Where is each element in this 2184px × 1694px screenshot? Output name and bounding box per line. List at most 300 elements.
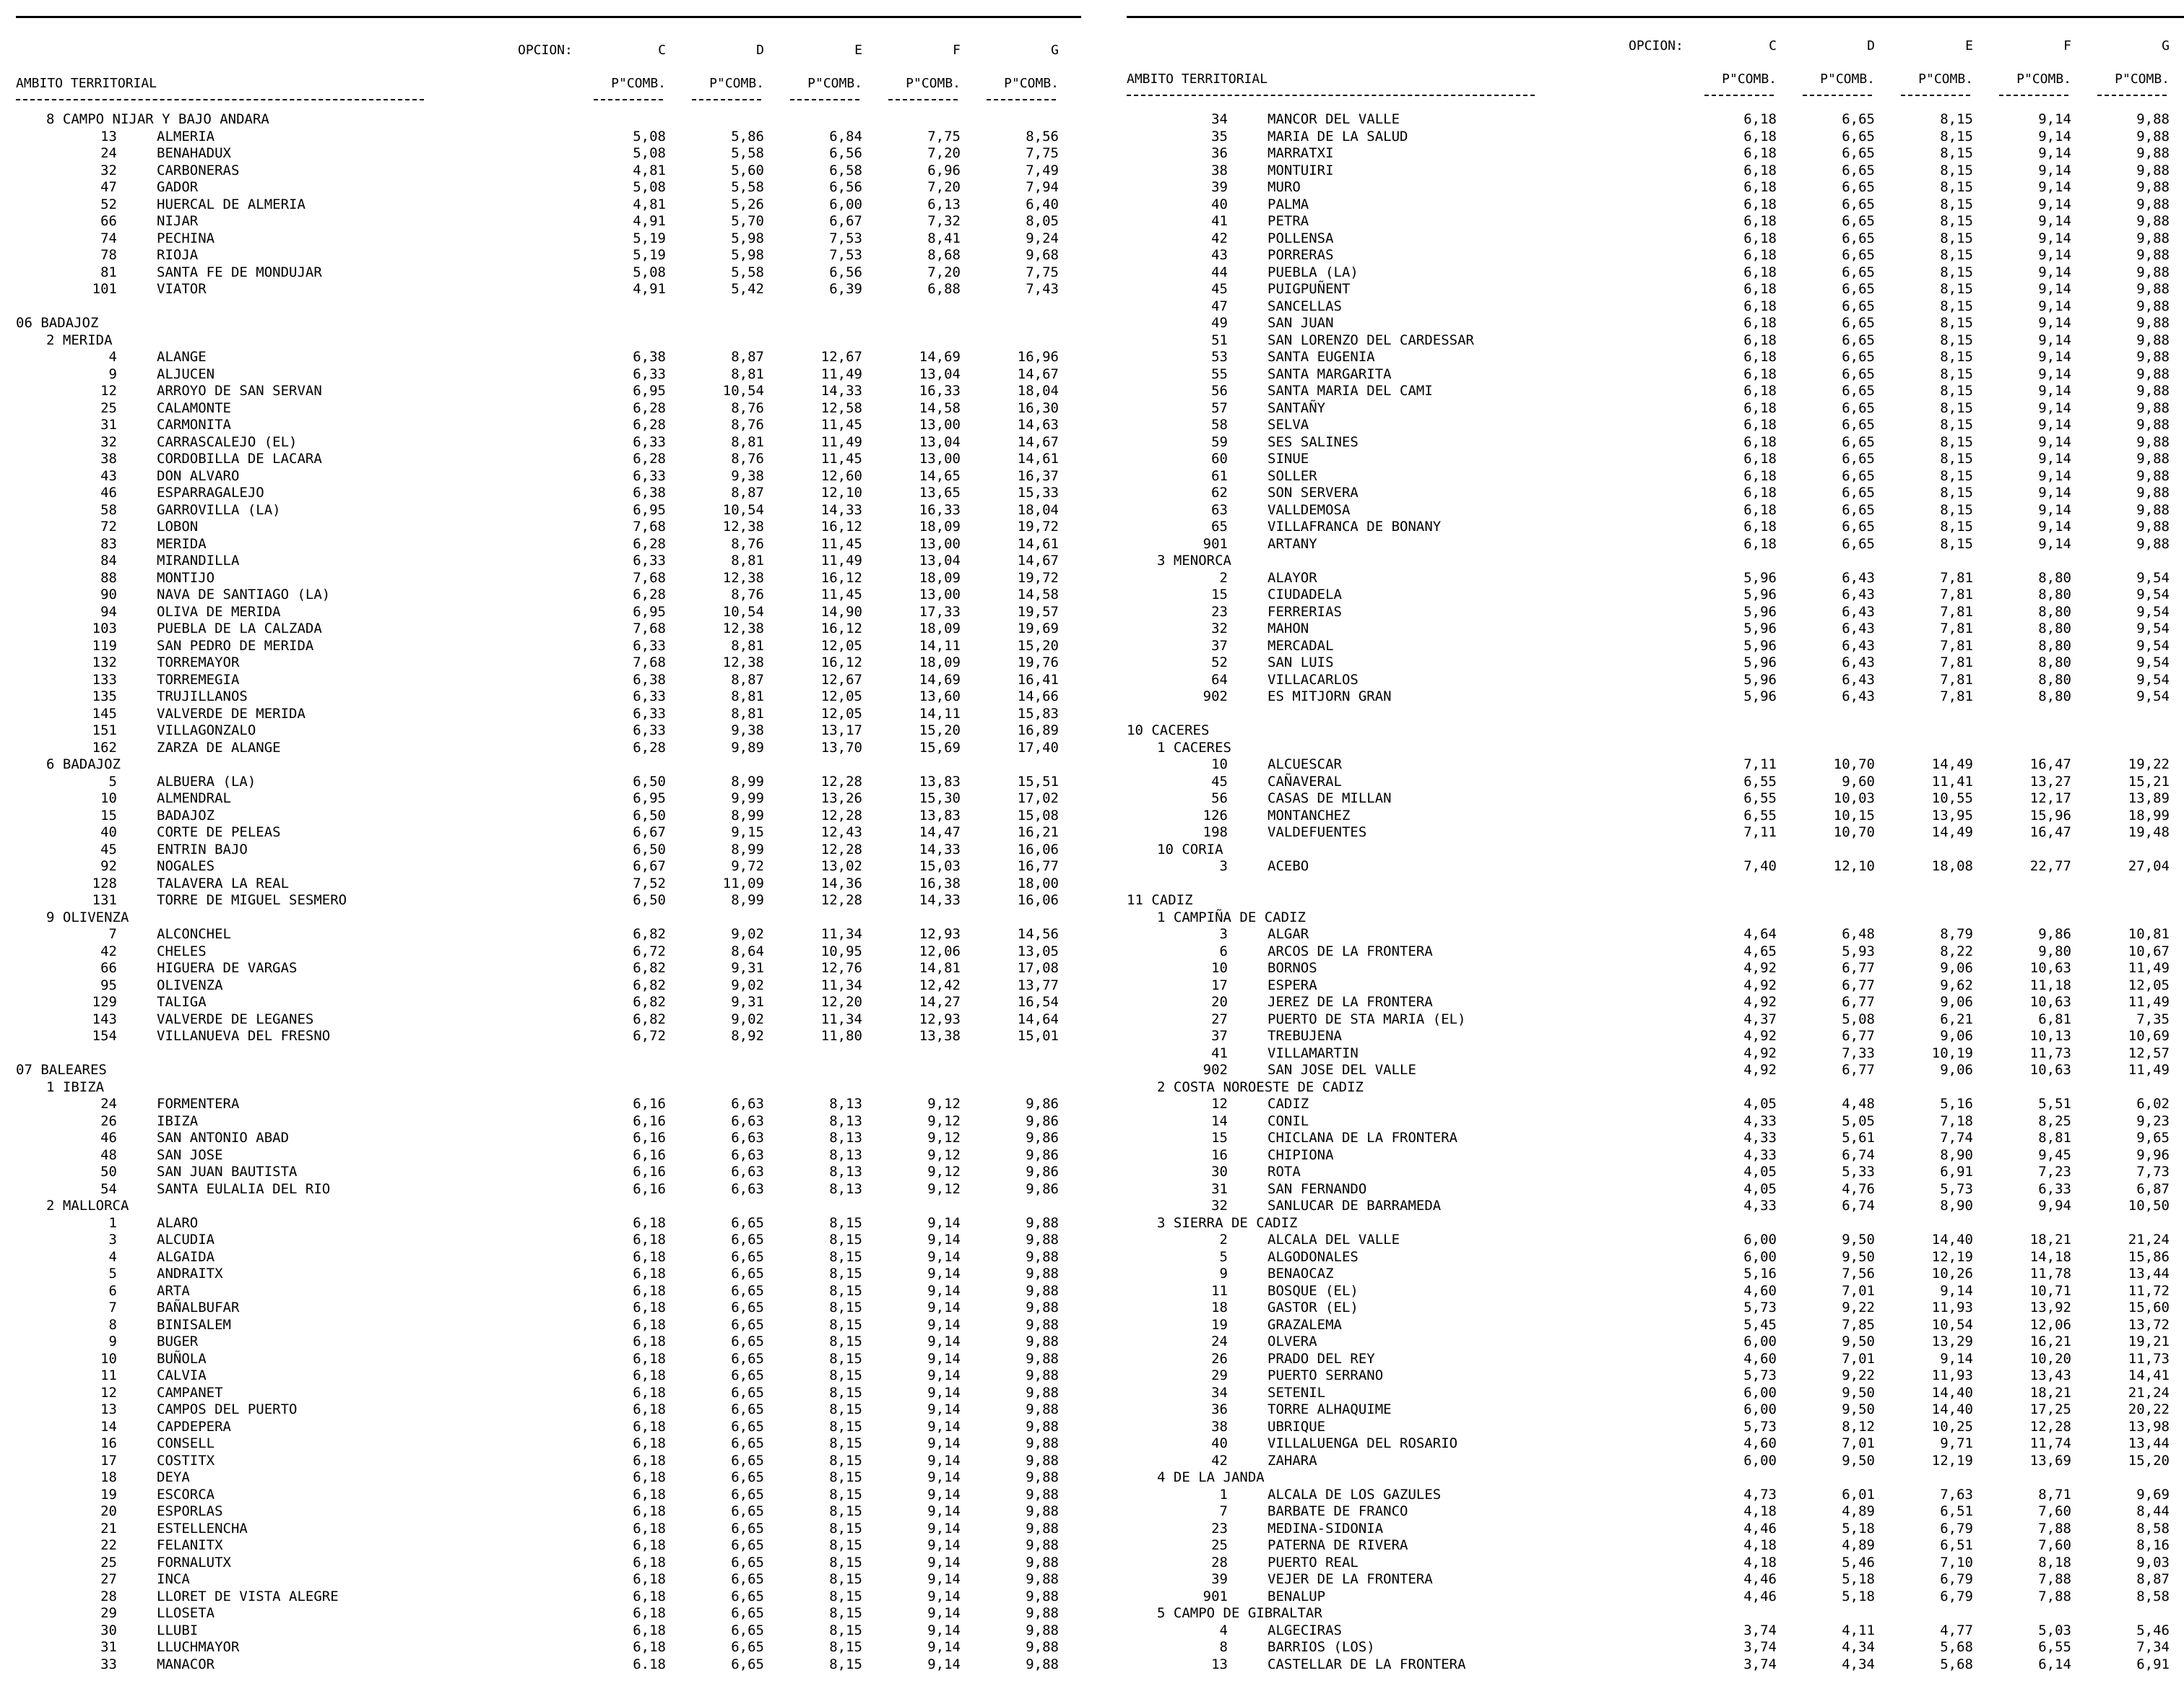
value-option-e: 8,15: [829, 1418, 862, 1435]
value-option-c: 6,00: [1743, 1334, 1777, 1349]
value-option-f: 13,38: [919, 1028, 961, 1044]
value-option-d: 5,61: [1842, 1130, 1875, 1146]
municipality-name: SAN ANTONIO ABAD: [157, 1130, 290, 1146]
value-option-d: 6,65: [731, 1503, 764, 1519]
value-option-g: 9,88: [2136, 145, 2170, 161]
municipality-name: BINISALEM: [157, 1316, 231, 1333]
municipality-code: 10: [1211, 960, 1228, 976]
value-option-e: 7,53: [829, 230, 862, 246]
table-row: [16, 672, 1081, 689]
value-option-f: 14,69: [919, 671, 961, 688]
value-option-d: 9,72: [731, 858, 764, 874]
table-row: [16, 604, 1081, 621]
municipality-code: 4: [1219, 1622, 1228, 1638]
value-option-d: 6,77: [1842, 994, 1875, 1010]
value-option-g: 14,61: [1017, 451, 1059, 467]
value-option-c: 4,73: [1743, 1486, 1777, 1503]
value-option-d: 6,65: [731, 1520, 764, 1537]
value-option-g: 9,88: [2136, 128, 2170, 144]
province-heading: [16, 315, 1081, 332]
value-option-g: 19,22: [2128, 756, 2170, 772]
comarca-label: 3 SIERRA DE CADIZ: [1157, 1214, 1298, 1231]
value-option-g: 9,88: [1026, 1384, 1059, 1401]
municipality-name: CORTE DE PELEAS: [157, 824, 281, 840]
municipality-code: 42: [1211, 1452, 1228, 1469]
value-option-g: 19,72: [1017, 569, 1059, 586]
value-option-d: 6,63: [731, 1146, 764, 1163]
value-option-c: 6,18: [633, 1214, 666, 1231]
table-row: [16, 366, 1081, 384]
pcomb-label: P"COMB.: [709, 76, 764, 91]
value-option-d: 6,65: [731, 1588, 764, 1604]
municipality-code: 29: [100, 1605, 117, 1621]
table-row: [16, 468, 1081, 485]
value-option-c: 5,96: [1743, 637, 1777, 654]
value-option-e: 8,15: [829, 1367, 862, 1383]
value-option-d: 8,99: [731, 892, 764, 908]
value-option-f: 18,09: [919, 569, 961, 586]
header-underline: [594, 99, 663, 100]
value-option-c: 6,82: [633, 977, 666, 993]
table-row: [16, 926, 1081, 943]
value-option-c: 6,72: [633, 943, 666, 959]
value-option-g: 11,72: [2128, 1282, 2170, 1299]
value-option-f: 9,14: [927, 1282, 961, 1299]
table-row: [1127, 1385, 2184, 1402]
value-option-f: 9,14: [927, 1401, 961, 1417]
municipality-code: 12: [100, 1384, 117, 1401]
province-heading: [16, 1062, 1081, 1079]
value-option-g: 9,96: [2136, 1146, 2170, 1163]
municipality-code: 13: [100, 128, 117, 144]
value-option-d: 12,10: [1833, 858, 1875, 874]
value-option-d: 8,99: [731, 841, 764, 857]
value-option-e: 6,51: [1940, 1503, 1973, 1519]
table-row: [1127, 1096, 2184, 1113]
value-option-g: 9,54: [2136, 637, 2170, 654]
municipality-name: VILLAFRANCA DE BONANY: [1268, 519, 1442, 535]
header-underline: [692, 99, 761, 100]
value-option-e: 8,15: [1940, 433, 1973, 450]
value-option-e: 7,81: [1940, 637, 1973, 654]
municipality-name: SOLLER: [1268, 467, 1317, 484]
blank-row: [1127, 706, 2184, 723]
value-option-c: 5,08: [633, 145, 666, 161]
value-option-d: 5,98: [731, 230, 764, 246]
value-option-c: 6,18: [633, 1622, 666, 1638]
value-option-f: 13,00: [919, 587, 961, 602]
municipality-name: SON SERVERA: [1268, 485, 1358, 501]
value-option-g: 8,16: [2136, 1537, 2170, 1553]
municipality-name: PRADO DEL REY: [1268, 1350, 1375, 1367]
value-option-g: 7,49: [1026, 162, 1059, 178]
value-option-c: 4,05: [1743, 1180, 1777, 1197]
value-option-f: 5,03: [2038, 1622, 2071, 1638]
municipality-name: ENTRIN BAJO: [157, 841, 248, 857]
value-option-f: 9,14: [927, 1639, 961, 1655]
municipality-code: 90: [100, 587, 117, 602]
municipality-code: 39: [1211, 1571, 1228, 1587]
value-option-f: 8,80: [2038, 688, 2071, 704]
value-option-d: 12,38: [722, 621, 764, 636]
value-option-c: 4,37: [1743, 1011, 1777, 1027]
value-option-c: 6,18: [633, 1300, 666, 1315]
value-option-f: 9,14: [2038, 535, 2071, 552]
value-option-c: 6,67: [633, 858, 666, 874]
value-option-g: 9,88: [2136, 433, 2170, 450]
value-option-f: 9,86: [2038, 926, 2071, 942]
value-option-f: 18,09: [919, 519, 961, 535]
value-option-g: 18,99: [2128, 807, 2170, 824]
value-option-f: 9,12: [927, 1164, 961, 1180]
municipality-name: GASTOR (EL): [1268, 1300, 1358, 1315]
municipality-name: BADAJOZ: [157, 807, 215, 824]
value-option-g: 9,88: [1026, 1316, 1059, 1333]
value-option-d: 10,54: [722, 383, 764, 399]
table-row: [1127, 179, 2184, 196]
value-option-e: 11,45: [820, 417, 862, 433]
value-option-e: 8,15: [1940, 535, 1973, 552]
value-option-c: 7,11: [1743, 824, 1777, 840]
value-option-e: 8,15: [1940, 332, 1973, 348]
value-option-c: 4,05: [1743, 1096, 1777, 1112]
value-option-c: 6,18: [1743, 467, 1777, 484]
municipality-name: OLIVA DE MERIDA: [157, 603, 281, 620]
value-option-d: 5,18: [1842, 1588, 1875, 1604]
value-option-c: 6,18: [1743, 145, 1777, 161]
value-option-e: 14,90: [820, 603, 862, 620]
value-option-d: 6,65: [1842, 162, 1875, 178]
value-option-g: 16,06: [1017, 892, 1059, 908]
municipality-name: PETRA: [1268, 213, 1309, 229]
value-option-c: 4,18: [1743, 1537, 1777, 1553]
value-option-g: 9,88: [1026, 1486, 1059, 1503]
value-option-f: 7,60: [2038, 1503, 2071, 1519]
municipality-code: 11: [1211, 1282, 1228, 1299]
value-option-d: 6,65: [1842, 179, 1875, 195]
municipality-code: 41: [1211, 1045, 1228, 1061]
value-option-g: 14,41: [2128, 1367, 2170, 1383]
table-row: [1127, 604, 2184, 621]
value-option-d: 6,65: [731, 1334, 764, 1349]
table-row: [1127, 756, 2184, 774]
value-option-g: 9,88: [2136, 519, 2170, 535]
municipality-code: 56: [1211, 790, 1228, 806]
municipality-name: ALARO: [157, 1214, 199, 1231]
municipality-code: 43: [1211, 247, 1228, 263]
value-option-d: 6,65: [731, 1639, 764, 1655]
value-option-f: 9,14: [927, 1300, 961, 1315]
value-option-e: 9,62: [1940, 977, 1973, 993]
value-option-f: 9,14: [927, 1452, 961, 1469]
value-option-g: 6,91: [2136, 1656, 2170, 1672]
comarca-heading: [1127, 1079, 2184, 1097]
value-option-g: 9,88: [1026, 1503, 1059, 1519]
value-option-c: 6,18: [633, 1469, 666, 1485]
table-row: [1127, 400, 2184, 418]
table-row: [1127, 1266, 2184, 1283]
value-option-f: 14,58: [919, 399, 961, 416]
value-option-f: 14,33: [919, 892, 961, 908]
value-option-c: 4,81: [633, 196, 666, 212]
header-underline: [1704, 95, 1774, 96]
municipality-code: 54: [100, 1180, 117, 1197]
value-option-f: 9,14: [2038, 230, 2071, 246]
table-row: [16, 842, 1081, 859]
blank-row: [16, 298, 1081, 316]
value-option-f: 9,14: [927, 1367, 961, 1383]
value-option-f: 16,38: [919, 875, 961, 891]
value-option-e: 6,79: [1940, 1588, 1973, 1604]
value-option-c: 4,92: [1743, 994, 1777, 1010]
value-option-g: 6,87: [2136, 1180, 2170, 1197]
value-option-c: 4,81: [633, 162, 666, 178]
table-row: [16, 434, 1081, 451]
value-option-c: 6,55: [1743, 790, 1777, 806]
municipality-name: SANTA FE DE MONDUJAR: [157, 264, 322, 280]
value-option-e: 5,68: [1940, 1656, 1973, 1672]
value-option-e: 10,25: [1931, 1418, 1973, 1435]
value-option-g: 9,88: [1026, 1401, 1059, 1417]
table-row: [1127, 163, 2184, 180]
value-option-c: 4,18: [1743, 1554, 1777, 1570]
municipality-name: BUGER: [157, 1334, 199, 1349]
value-option-f: 8,41: [927, 230, 961, 246]
value-option-f: 9,14: [2038, 519, 2071, 535]
municipality-name: LLORET DE VISTA ALEGRE: [157, 1588, 339, 1604]
value-option-c: 5,96: [1743, 688, 1777, 704]
value-option-e: 16,12: [820, 621, 862, 636]
value-option-e: 12,76: [820, 960, 862, 976]
table-row: [1127, 638, 2184, 655]
value-option-c: 6,18: [1743, 399, 1777, 416]
table-row: [1127, 1656, 2184, 1674]
municipality-name: ALJUCEN: [157, 366, 215, 382]
table-row: [16, 179, 1081, 196]
value-option-d: 5,58: [731, 179, 764, 195]
value-option-e: 8,13: [829, 1146, 862, 1163]
value-option-e: 6,51: [1940, 1537, 1973, 1553]
municipality-name: SES SALINES: [1268, 433, 1358, 450]
table-row: [16, 1164, 1081, 1181]
table-row: [16, 163, 1081, 180]
municipality-name: ARCOS DE LA FRONTERA: [1268, 943, 1433, 959]
value-option-g: 15,21: [2128, 773, 2170, 790]
right-column: [1127, 0, 2184, 1694]
municipality-code: 103: [92, 621, 117, 636]
value-option-d: 12,38: [722, 569, 764, 586]
value-option-g: 7,75: [1026, 264, 1059, 280]
value-option-g: 27,04: [2128, 858, 2170, 874]
value-option-d: 6,65: [1842, 433, 1875, 450]
value-option-f: 9,14: [927, 1503, 961, 1519]
value-option-g: 17,40: [1017, 739, 1059, 756]
municipality-name: BOSQUE (EL): [1268, 1282, 1358, 1299]
value-option-d: 4,34: [1842, 1656, 1875, 1672]
municipality-name: CARRASCALEJO (EL): [157, 433, 298, 450]
value-option-d: 6,65: [1842, 298, 1875, 314]
municipality-name: TREBUJENA: [1268, 1028, 1342, 1044]
value-option-c: 6,18: [633, 1435, 666, 1451]
value-option-f: 8,80: [2038, 621, 2071, 636]
comarca-heading: [1127, 1469, 2184, 1487]
value-option-f: 9,14: [2038, 264, 2071, 280]
table-row: [16, 706, 1081, 723]
table-row: [1127, 485, 2184, 502]
value-option-e: 6,56: [829, 264, 862, 280]
value-option-c: 6,18: [1743, 383, 1777, 399]
value-option-f: 11,73: [2029, 1045, 2071, 1061]
province-heading: [1127, 722, 2184, 740]
value-option-c: 5,08: [633, 264, 666, 280]
value-option-g: 9,88: [1026, 1639, 1059, 1655]
value-option-g: 9,88: [1026, 1232, 1059, 1248]
value-option-d: 8,87: [731, 671, 764, 688]
opcion-label: OPCION:: [518, 43, 573, 58]
table-row: [16, 1435, 1081, 1453]
value-option-e: 8,15: [1940, 162, 1973, 178]
value-option-g: 16,96: [1017, 349, 1059, 365]
value-option-e: 9,06: [1940, 960, 1973, 976]
table-row: [1127, 1401, 2184, 1419]
value-option-c: 6,72: [633, 1028, 666, 1044]
value-option-f: 10,63: [2029, 1062, 2071, 1078]
value-option-f: 12,06: [2029, 1316, 2071, 1333]
table-row: [16, 1419, 1081, 1436]
comarca-heading: [16, 111, 1081, 129]
value-option-c: 4,65: [1743, 943, 1777, 959]
value-option-d: 5,33: [1842, 1164, 1875, 1180]
value-option-g: 7,94: [1026, 179, 1059, 195]
municipality-name: GARROVILLA (LA): [157, 501, 281, 518]
value-option-e: 14,33: [820, 501, 862, 518]
value-option-d: 4,11: [1842, 1622, 1875, 1638]
value-option-f: 12,42: [919, 977, 961, 993]
value-option-e: 8,13: [829, 1164, 862, 1180]
municipality-code: 30: [100, 1622, 117, 1638]
value-option-d: 9,02: [731, 926, 764, 942]
municipality-name: MONTIJO: [157, 569, 215, 586]
value-option-e: 12,28: [820, 773, 862, 790]
table-row: [16, 1215, 1081, 1232]
value-option-f: 9,14: [2038, 332, 2071, 348]
value-option-f: 13,60: [919, 688, 961, 704]
municipality-name: TORRE ALHAQUIME: [1268, 1401, 1392, 1417]
value-option-d: 6,63: [731, 1112, 764, 1129]
value-option-g: 13,44: [2128, 1435, 2170, 1451]
municipality-code: 901: [1202, 535, 1228, 552]
comarca-heading: [16, 909, 1081, 927]
value-option-e: 14,36: [820, 875, 862, 891]
municipality-name: MAHON: [1268, 621, 1309, 636]
table-row: [16, 808, 1081, 825]
table-row: [1127, 1521, 2184, 1538]
municipality-name: ALMENDRAL: [157, 790, 231, 806]
municipality-code: 43: [100, 467, 117, 484]
value-option-e: 8,15: [829, 1282, 862, 1299]
table-row: [1127, 502, 2184, 519]
value-option-e: 6,39: [829, 281, 862, 297]
municipality-code: 198: [1202, 824, 1228, 840]
municipality-code: 10: [1211, 756, 1228, 772]
comarca-heading: [16, 332, 1081, 350]
table-row: [1127, 1453, 2184, 1470]
municipality-code: 38: [1211, 1418, 1228, 1435]
value-option-e: 8,15: [1940, 383, 1973, 399]
table-row: [1127, 774, 2184, 791]
municipality-code: 40: [100, 824, 117, 840]
value-option-e: 13,26: [820, 790, 862, 806]
municipality-name: BENAHADUX: [157, 145, 231, 161]
value-option-e: 7,63: [1940, 1486, 1973, 1503]
value-option-e: 8,13: [829, 1112, 862, 1129]
value-option-c: 6,18: [1743, 128, 1777, 144]
value-option-c: 4,46: [1743, 1588, 1777, 1604]
municipality-code: 41: [1211, 213, 1228, 229]
table-row: [16, 960, 1081, 977]
value-option-f: 9,14: [927, 1232, 961, 1248]
value-option-f: 8,71: [2038, 1486, 2071, 1503]
value-option-d: 9,60: [1842, 773, 1875, 790]
table-row: [16, 1469, 1081, 1487]
municipality-code: 27: [1211, 1011, 1228, 1027]
value-option-e: 11,34: [820, 926, 862, 942]
municipality-code: 23: [1211, 603, 1228, 620]
value-option-g: 11,49: [2128, 1062, 2170, 1078]
value-option-g: 14,61: [1017, 535, 1059, 552]
municipality-name: CAMPANET: [157, 1384, 223, 1401]
value-option-c: 4,60: [1743, 1350, 1777, 1367]
option-c-label: C: [1769, 38, 1777, 53]
value-option-c: 7,40: [1743, 858, 1777, 874]
value-option-f: 9,94: [2038, 1198, 2071, 1214]
municipality-code: 12: [100, 383, 117, 399]
value-option-g: 9,88: [2136, 230, 2170, 246]
value-option-e: 7,81: [1940, 688, 1973, 704]
value-option-e: 8,15: [829, 1571, 862, 1587]
municipality-name: CONIL: [1268, 1112, 1309, 1129]
value-option-g: 8,05: [1026, 213, 1059, 229]
table-row: [1127, 247, 2184, 264]
column-header-row: [16, 75, 1081, 92]
value-option-e: 9,06: [1940, 994, 1973, 1010]
value-option-e: 8,15: [829, 1334, 862, 1349]
municipality-code: 154: [92, 1028, 117, 1044]
municipality-name: VILLAGONZALO: [157, 722, 256, 738]
value-option-e: 8,15: [829, 1401, 862, 1417]
value-option-e: 10,54: [1931, 1316, 1973, 1333]
value-option-f: 9,12: [927, 1180, 961, 1197]
municipality-code: 7: [108, 926, 117, 942]
value-option-f: 5,51: [2038, 1096, 2071, 1112]
municipality-code: 18: [1211, 1300, 1228, 1315]
value-option-e: 6,56: [829, 145, 862, 161]
value-option-e: 9,71: [1940, 1435, 1973, 1451]
municipality-name: MARRATXI: [1268, 145, 1334, 161]
value-option-f: 18,21: [2029, 1384, 2071, 1401]
value-option-f: 9,14: [2038, 399, 2071, 416]
value-option-c: 6,33: [633, 722, 666, 738]
municipality-name: PUERTO DE STA MARIA (EL): [1268, 1011, 1466, 1027]
municipality-code: 26: [1211, 1350, 1228, 1367]
value-option-e: 8,15: [829, 1605, 862, 1621]
municipality-name: DON ALVARO: [157, 467, 240, 484]
municipality-name: FORMENTERA: [157, 1096, 240, 1112]
value-option-d: 9,02: [731, 1011, 764, 1027]
value-option-d: 6,65: [1842, 451, 1875, 467]
value-option-f: 6,14: [2038, 1656, 2071, 1672]
municipality-name: MIRANDILLA: [157, 553, 240, 569]
